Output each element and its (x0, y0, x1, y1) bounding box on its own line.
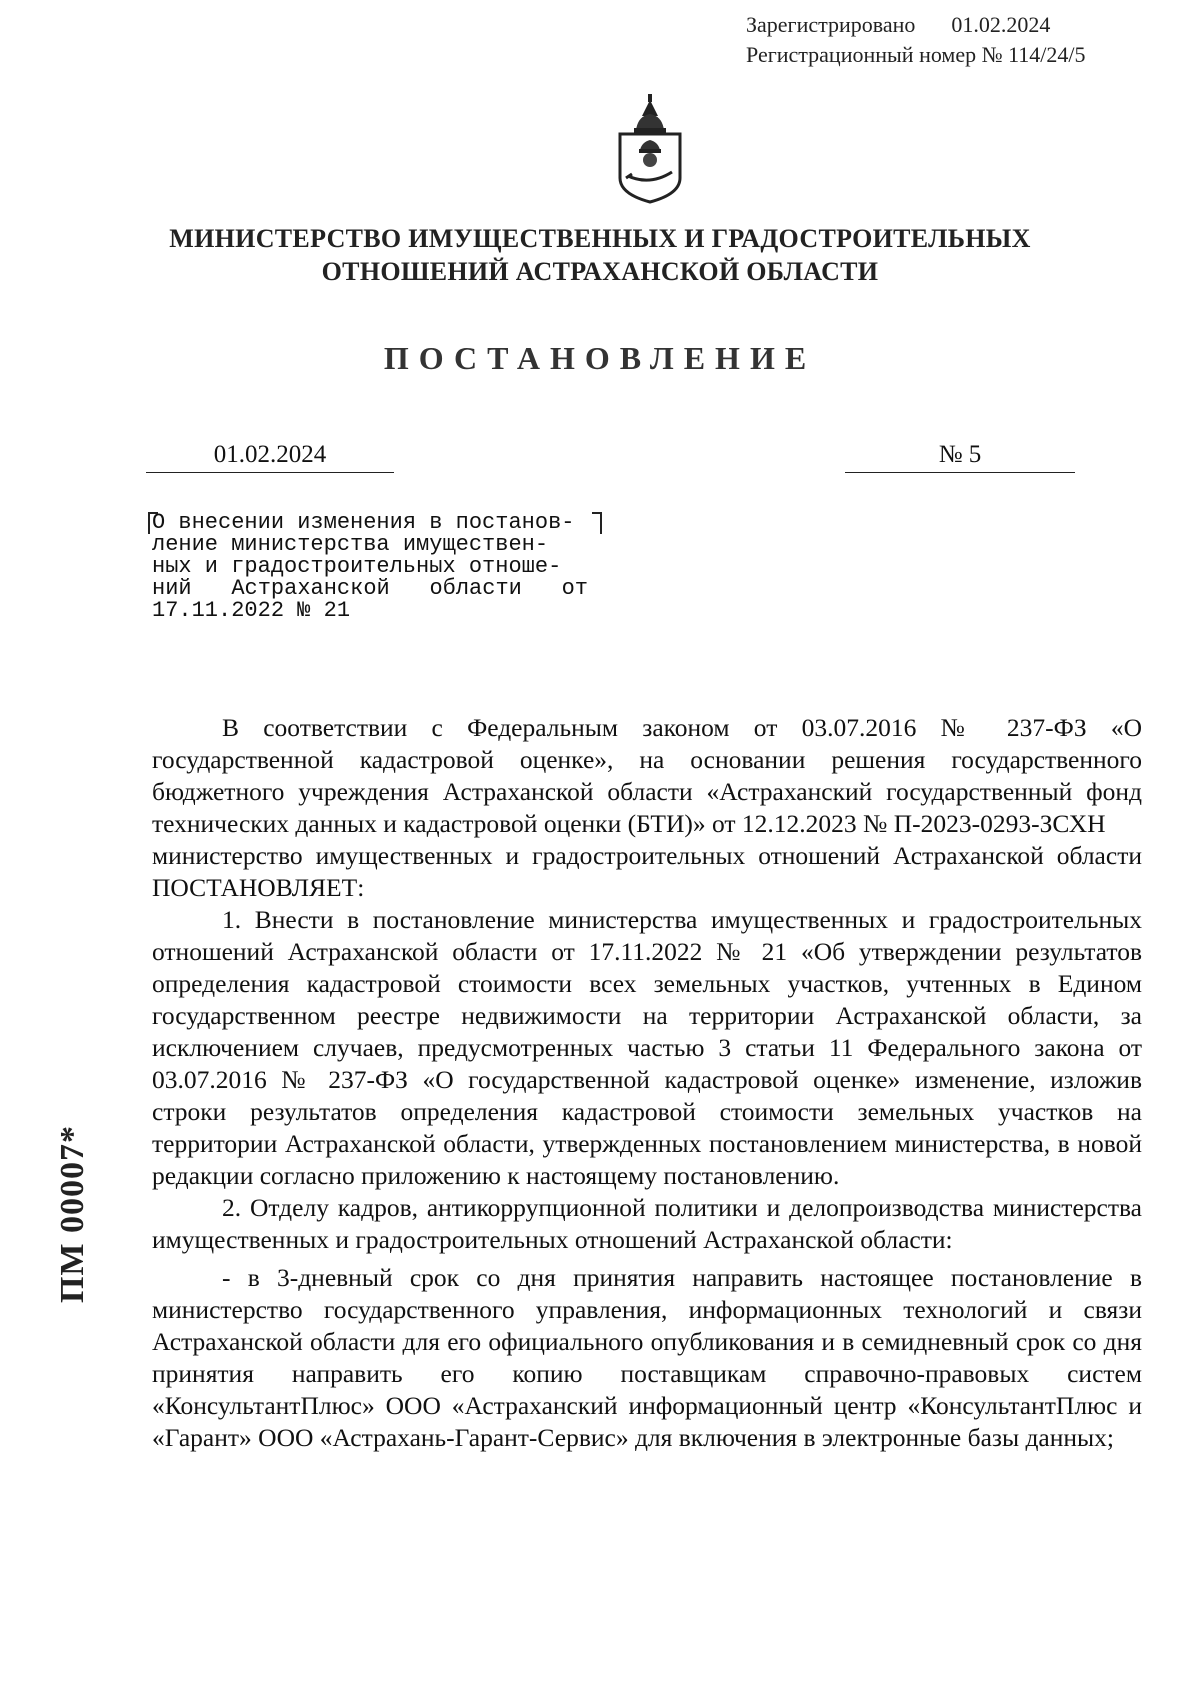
subject-line: О внесении изменения в постанов- (152, 510, 575, 535)
registration-date: 01.02.2024 (951, 12, 1051, 37)
body-paragraph-preamble: В соответствии с Федеральным законом от 03.07.2016 № 237-ФЗ «О государственной кадастровой оценке», на основании решения государственного бюджетного учреждения Астраханской области «Астраханский государственный фонд технических данных и кадастровой оценки (БТИ)» от 12.12.2023 № П-2023-0293-ЗСХН (152, 713, 1142, 838)
body-paragraph-item-2: 2. Отделу кадров, антикоррупционной политики и делопроизводства министерства имущественных и градостроительных отношений Астраханской области: (152, 1193, 1142, 1254)
subject-bracket-right (592, 512, 602, 534)
document-body (152, 712, 1142, 1454)
subject-block (152, 512, 588, 622)
subject-line: 17.11.2022 № 21 (152, 598, 351, 623)
subject-line: ных и градостроительных отноше- (152, 554, 562, 579)
ministry-line-2: ОТНОШЕНИЙ АСТРАХАНСКОЙ ОБЛАСТИ (321, 257, 879, 286)
subject-word: области (429, 576, 522, 601)
registration-block (746, 10, 1086, 70)
side-stamp (38, 1050, 98, 1380)
subject-line-justified (152, 578, 588, 600)
document-type-title: ПОСТАНОВЛЕНИЕ (383, 340, 817, 376)
coat-of-arms-icon (612, 94, 688, 204)
side-stamp-text: ПМ 00007* (54, 1124, 91, 1304)
registration-label: Зарегистрировано (746, 12, 916, 37)
document-number: № 5 (845, 438, 1075, 473)
ministry-name (0, 222, 1200, 288)
body-paragraph-resolves: министерство имущественных и градостроительных отношений Астраханской области ПОСТАНОВЛЯЕТ: (152, 841, 1142, 902)
subject-word: от (561, 576, 588, 601)
subject-word: Астраханской (231, 576, 390, 601)
body-paragraph-subitem: - в 3-дневный срок со дня принятия направить настоящее постановление в министерство государственного управления, информационных технологий и связи Астраханской области для его официального опубликования и в семидневный срок со дня принятия направить его копию поставщикам справочно-правовых систем «КонсультантПлюс» ООО «Астраханский информационный центр «КонсультантПлюс и «Гарант» ООО «Астрахань-Гарант-Сервис» для включения в электронные базы данных; (152, 1263, 1142, 1452)
ministry-line-1: МИНИСТЕРСТВО ИМУЩЕСТВЕННЫХ И ГРАДОСТРОИТЕЛЬНЫХ (169, 224, 1031, 253)
registration-number: Регистрационный номер № 114/24/5 (746, 42, 1086, 67)
document-date: 01.02.2024 (146, 438, 394, 473)
registration-line (746, 10, 1086, 40)
subject-line: ление министерства имуществен- (152, 532, 549, 557)
body-paragraph-item-1: 1. Внести в постановление министерства имущественных и градостроительных отношений Астраханской области от 17.11.2022 № 21 «Об утверждении результатов определения кадастровой стоимости всех земельных участков, учтенных в Едином государственном реестре недвижимости на территории Астраханской области, за исключением случаев, предусмотренных частью 3 статьи 11 Федерального закона от 03.07.2016 № 237-ФЗ «О государственной кадастровой оценке» изменение, изложив строки результатов определения кадастровой стоимости земельных участков на территории Астраханской области, утвержденных постановлением министерства, в новой редакции согласно приложению к настоящему постановлению. (152, 905, 1142, 1190)
subject-word: ний (152, 576, 192, 601)
